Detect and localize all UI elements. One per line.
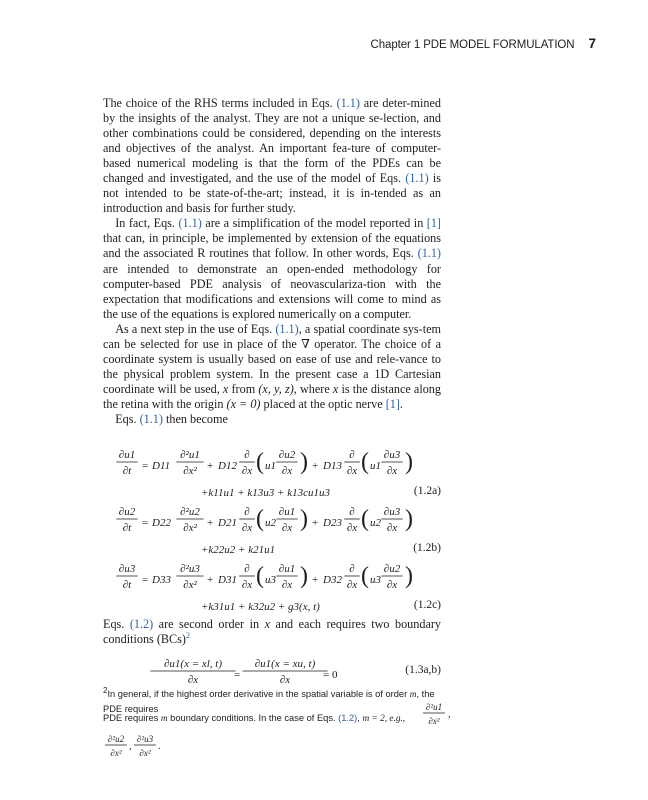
equation-svg xyxy=(103,446,413,502)
footnote: 2In general, if the highest order derivative in the spatial variable is of order m, the PDE requires PDE requires m boundary conditions. In the case of Eqs. (1.2), m = 2, e.g., ∂²u1 ∂x² , ∂²u2 ∂x² , ∂²u3 ∂x² . xyxy=(103,687,443,763)
inner-derivative-denominator: ∂x xyxy=(386,465,398,477)
left-fraction-numerator: ∂u1(x = xl, t) xyxy=(163,658,223,670)
body-text xyxy=(103,96,441,427)
inner-variable: u1 xyxy=(265,460,276,472)
left-paren: ( xyxy=(361,449,369,475)
plus-sign: + xyxy=(207,460,214,472)
cross-coefficient: D31 xyxy=(218,574,237,586)
inner-derivative-numerator: ∂u1 xyxy=(278,506,296,518)
citation-link[interactable]: [1] xyxy=(426,216,441,231)
cross-coefficient: D13 xyxy=(323,460,342,472)
equation-1-2a xyxy=(103,446,441,499)
outer-derivative-numerator: ∂ xyxy=(244,449,250,461)
outer-derivative-numerator: ∂ xyxy=(349,449,355,461)
footnote-mark: 2 xyxy=(103,685,108,695)
cross-coefficient: D23 xyxy=(323,517,342,529)
lhs-fraction-denominator: ∂t xyxy=(122,522,132,534)
outer-derivative-numerator: ∂ xyxy=(244,563,250,575)
equation-link[interactable]: (1.1) xyxy=(405,171,429,186)
equation-label: (1.2c) xyxy=(413,599,441,611)
right-paren: ) xyxy=(405,506,413,532)
equation-svg xyxy=(103,503,413,559)
period: . xyxy=(158,741,161,752)
right-fraction-denominator: ∂x xyxy=(279,674,291,686)
right-paren: ) xyxy=(300,563,308,589)
second-derivative-numerator: ∂²u3 xyxy=(180,563,200,575)
fraction-u2-numerator: ∂²u2 xyxy=(107,734,125,744)
inner-derivative-denominator: ∂x xyxy=(386,579,398,591)
inner-variable: u1 xyxy=(370,460,381,472)
comma: , xyxy=(448,709,451,720)
right-paren: ) xyxy=(405,449,413,475)
second-derivative-numerator: ∂²u2 xyxy=(180,506,200,518)
diffusion-coefficient: D11 xyxy=(152,460,171,472)
lhs-fraction-denominator: ∂t xyxy=(122,579,132,591)
second-derivative-denominator: ∂x² xyxy=(183,579,197,591)
running-header xyxy=(371,36,596,52)
inner-derivative-denominator: ∂x xyxy=(281,465,293,477)
outer-derivative-numerator: ∂ xyxy=(244,506,250,518)
plus-sign: + xyxy=(312,574,319,586)
cross-coefficient: D21 xyxy=(218,517,237,529)
outer-derivative-denominator: ∂x xyxy=(241,465,253,477)
lhs-fraction-denominator: ∂t xyxy=(122,465,132,477)
cross-coefficient: D32 xyxy=(323,574,342,586)
inner-derivative-numerator: ∂u2 xyxy=(278,449,296,461)
citation-link[interactable]: [1] xyxy=(385,396,400,411)
body-text-2 xyxy=(103,617,441,647)
inner-derivative-numerator: ∂u3 xyxy=(383,449,401,461)
paragraph-5: Eqs. (1.2) are second order in x and each requires two boundary conditions (BCs)$^2$ xyxy=(103,617,442,647)
plus-sign: + xyxy=(312,517,319,529)
left-paren: ( xyxy=(361,563,369,589)
equation-label: (1.3a,b) xyxy=(405,664,441,676)
equals-sign: = xyxy=(234,669,241,681)
reaction-terms: +k22u2 + k21u1 xyxy=(201,544,276,556)
reaction-terms: +k11u1 + k13u3 + k13cu1u3 xyxy=(201,487,330,499)
footnote-link[interactable]: 2 xyxy=(185,630,190,640)
inner-derivative-numerator: ∂u1 xyxy=(278,563,296,575)
inner-derivative-denominator: ∂x xyxy=(386,522,398,534)
outer-derivative-denominator: ∂x xyxy=(241,579,253,591)
right-paren: ) xyxy=(300,449,308,475)
page-number: 7 xyxy=(588,36,596,51)
outer-derivative-numerator: ∂ xyxy=(349,563,355,575)
outer-derivative-denominator: ∂x xyxy=(241,522,253,534)
cross-coefficient: D12 xyxy=(218,460,237,472)
footnote-fractions-svg xyxy=(103,731,183,763)
outer-derivative-numerator: ∂ xyxy=(349,506,355,518)
equation-label: (1.2b) xyxy=(413,542,441,554)
diffusion-coefficient: D22 xyxy=(152,517,171,529)
equation-label: (1.2a) xyxy=(413,485,441,497)
plus-sign: + xyxy=(207,517,214,529)
equation-link[interactable]: (1.1) xyxy=(139,411,163,426)
left-paren: ( xyxy=(256,449,264,475)
left-paren: ( xyxy=(256,563,264,589)
equals-zero: = 0 xyxy=(323,669,338,681)
diffusion-coefficient: D33 xyxy=(152,574,171,586)
equation-1-2b xyxy=(103,503,441,556)
inner-variable: u3 xyxy=(265,574,276,586)
plus-sign: + xyxy=(207,574,214,586)
lhs-fraction-numerator: ∂u2 xyxy=(118,506,136,518)
equation-link[interactable]: (1.1) xyxy=(336,96,360,110)
plus-sign: + xyxy=(312,460,319,472)
lhs-fraction-numerator: ∂u3 xyxy=(118,563,136,575)
inner-variable: u3 xyxy=(370,574,381,586)
fraction-u3-numerator: ∂²u3 xyxy=(136,734,154,744)
equation-link[interactable]: (1.1) xyxy=(275,321,299,336)
footnote-fraction xyxy=(421,699,451,731)
left-paren: ( xyxy=(361,506,369,532)
comma: , xyxy=(129,741,132,752)
paragraph-4: Eqs. (1.1) then become xyxy=(115,411,228,426)
inner-derivative-numerator: ∂u3 xyxy=(383,506,401,518)
equation-1-3 xyxy=(103,655,441,685)
equation-link[interactable]: (1.2) xyxy=(338,713,358,723)
equation-svg xyxy=(103,560,413,616)
outer-derivative-denominator: ∂x xyxy=(346,522,358,534)
right-fraction-numerator: ∂u1(x = xu, t) xyxy=(254,658,316,670)
outer-derivative-denominator: ∂x xyxy=(346,465,358,477)
second-derivative-denominator: ∂x² xyxy=(183,465,197,477)
inner-derivative-denominator: ∂x xyxy=(281,579,293,591)
left-fraction-denominator: ∂x xyxy=(187,674,199,686)
equals-sign: = xyxy=(142,574,149,586)
equation-link[interactable]: (1.2) xyxy=(129,617,154,631)
paragraph-2: In fact, Eqs. (1.1) are a simplification of the model reported in [1] that can, in principle, be implemented by extension of the equations and the associated R routines that follow. In other words, Eqs. (1.1) are intended to demonstrate an open-ended methodology for computer-based PDE analysis of neovasculariza-tion with the expectation that modifications and extensions will come to mind as the use of the equations is explored numerically on a computer. xyxy=(103,216,441,321)
equals-sign: = xyxy=(142,517,149,529)
paragraph-1: The choice of the RHS terms included in Eqs. (1.1) are deter-mined by the insights of the analyst. They are not a unique se-lection, and other combinations could be considered, depending on the interests and objectives of the analyst. An important fea-ture of computer-based numerical modeling is that the form of the PDEs can be changed and investigated, and the use of the model of Eqs. (1.1) is not intended to be state-of-the-art; instead, it is in-tended as an introduction and basis for further study. xyxy=(103,96,441,216)
reaction-terms: +k31u1 + k32u2 + g3(x, t) xyxy=(201,601,320,613)
paragraph-3: As a next step in the use of Eqs. (1.1), a spatial coordinate sys-tem can be selected for use in place of the ∇ operator. The choice of a coordinate system is usually based on ease of use and rele-vance to the physical problem system. In the present case a 1D Cartesian coordinate will be used, x from (x, y, z), where x is the distance along the retina with the origin (x = 0) placed at the optic nerve [1]. xyxy=(103,321,441,411)
lhs-fraction-numerator: ∂u1 xyxy=(118,449,136,461)
inner-derivative-numerator: ∂u2 xyxy=(383,563,401,575)
chapter-title: Chapter 1 PDE MODEL FORMULATION xyxy=(370,39,575,51)
second-derivative-numerator: ∂²u1 xyxy=(180,449,200,461)
left-paren: ( xyxy=(256,506,264,532)
footnote-fraction-svg xyxy=(421,699,451,731)
fraction-u1-numerator: ∂²u1 xyxy=(425,702,443,712)
fraction-u3-denominator: ∂x² xyxy=(139,748,151,758)
equation-1-2c xyxy=(103,560,441,613)
fraction-u2-denominator: ∂x² xyxy=(110,748,122,758)
equation-link[interactable]: (1.1) xyxy=(417,246,441,261)
second-derivative-denominator: ∂x² xyxy=(183,522,197,534)
footnote-fractions xyxy=(103,731,443,763)
inner-variable: u2 xyxy=(370,517,381,529)
equation-svg xyxy=(103,655,363,687)
outer-derivative-denominator: ∂x xyxy=(346,579,358,591)
right-paren: ) xyxy=(405,563,413,589)
right-paren: ) xyxy=(300,506,308,532)
equation-link[interactable]: (1.1) xyxy=(178,216,202,231)
equals-sign: = xyxy=(142,460,149,472)
fraction-u1-denominator: ∂x² xyxy=(428,716,440,726)
inner-derivative-denominator: ∂x xyxy=(281,522,293,534)
inner-variable: u2 xyxy=(265,517,276,529)
